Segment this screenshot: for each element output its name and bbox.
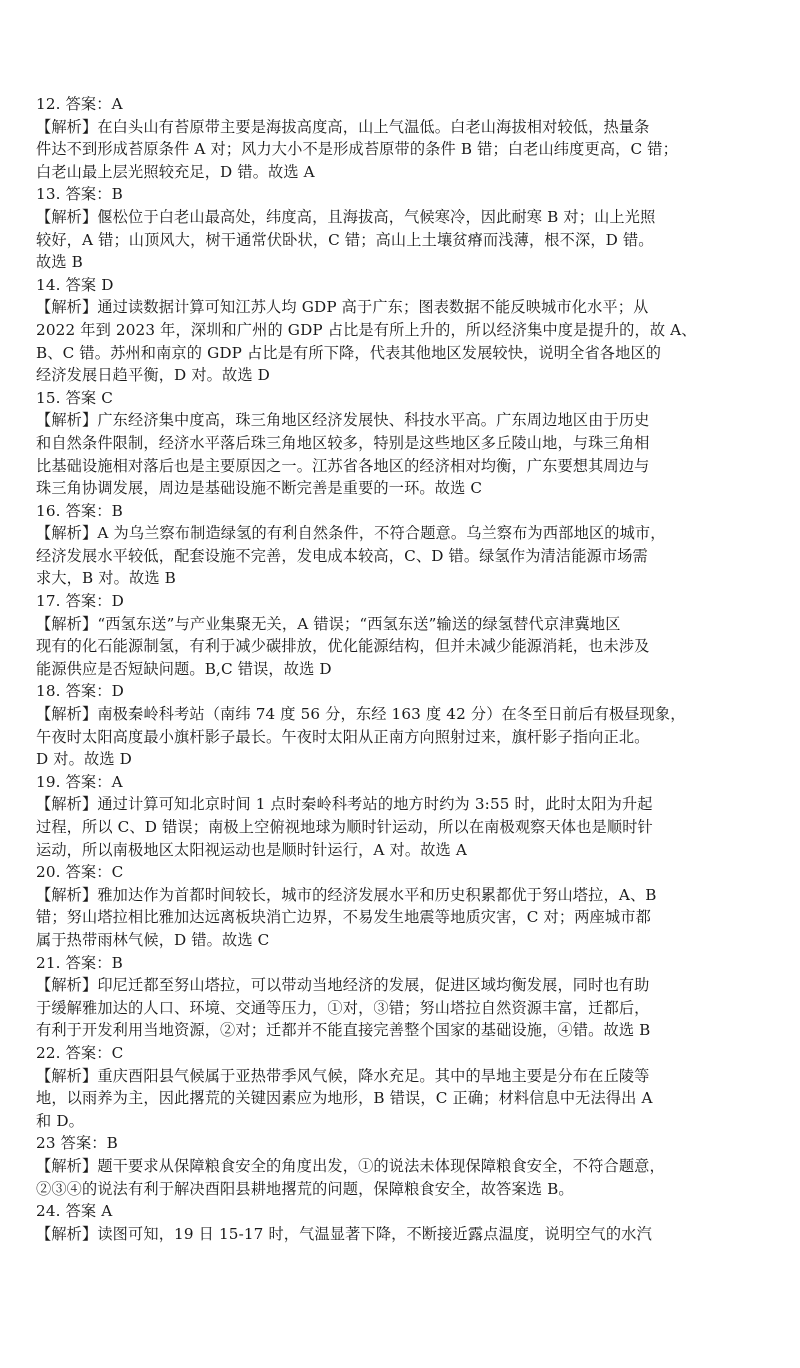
analysis-12-line-1: 【解析】在白头山有苔原带主要是海拔高度高，山上气温低。白老山海拔相对较低，热量条	[36, 117, 650, 136]
analysis-15-line-4: 珠三角协调发展，周边是基础设施不断完善是重要的一环。故选 C	[36, 479, 483, 498]
analysis-13-line-3: 故选 B	[36, 253, 83, 272]
answer-15-heading: 15. 答案 C	[36, 388, 114, 407]
analysis-14-line-1: 【解析】通过读数据计算可知江苏人均 GDP 高于广东；图表数据不能反映城市化水平；从	[36, 298, 649, 317]
analysis-22-line-1: 【解析】重庆酉阳县气候属于亚热带季风气候，降水充足。其中的旱地主要是分布在丘陵等	[36, 1066, 650, 1085]
analysis-12-line-2: 件达不到形成苔原条件 A 对；风力大小不是形成苔原带的条件 B 错；白老山纬度更高，C 错；	[36, 140, 678, 159]
analysis-22-line-3: 和 D。	[36, 1111, 84, 1130]
answer-21-heading: 21. 答案：B	[36, 953, 123, 972]
answer-19-heading: 19. 答案：A	[36, 772, 123, 791]
analysis-17-line-1: 【解析】“西氢东送”与产业集聚无关，A 错误；“西氢东送”输送的绿氢替代京津冀地区	[36, 614, 621, 633]
analysis-24-line-1: 【解析】读图可知，19 日 15-17 时，气温显著下降，不断接近露点温度，说明空气的水汽	[36, 1224, 652, 1243]
analysis-17-line-3: 能源供应是否短缺问题。B,C 错误，故选 D	[36, 659, 332, 678]
analysis-15-line-1: 【解析】广东经济集中度高，珠三角地区经济发展快、科技水平高。广东周边地区由于历史	[36, 411, 650, 430]
analysis-18-line-2: 午夜时太阳高度最小旗杆影子最长。午夜时太阳从正南方向照射过来，旗杆影子指向正北。	[36, 727, 650, 746]
answer-12-heading: 12. 答案：A	[36, 95, 123, 113]
analysis-16-line-2: 经济发展水平较低，配套设施不完善，发电成本较高，C、D 错。绿氢作为清洁能源市场需	[36, 546, 648, 565]
analysis-21-line-1: 【解析】印尼迁都至努山塔拉，可以带动当地经济的发展，促进区域均衡发展，同时也有助	[36, 976, 650, 995]
analysis-18-line-1: 【解析】南极秦岭科考站（南纬 74 度 56 分，东经 163 度 42 分）在冬至日前后有极昼现象，	[36, 705, 686, 724]
answer-14-heading: 14. 答案 D	[36, 275, 114, 294]
answer-document	[36, 93, 768, 1245]
answer-23-heading: 23 答案：B	[36, 1134, 118, 1153]
analysis-15-line-2: 和自然条件限制，经济水平落后珠三角地区较多，特别是这些地区多丘陵山地，与珠三角相	[36, 433, 650, 452]
analysis-19-line-3: 运动，所以南极地区太阳视运动也是顺时针运行，A 对。故选 A	[36, 840, 467, 859]
analysis-21-line-2: 于缓解雅加达的人口、环境、交通等压力，①对，③错；努山塔拉自然资源丰富，迁都后，	[36, 998, 650, 1017]
answer-17-heading: 17. 答案：D	[36, 592, 124, 611]
analysis-20-line-1: 【解析】雅加达作为首都时间较长，城市的经济发展水平和历史积累都优于努山塔拉，A、B	[36, 885, 657, 904]
analysis-19-line-1: 【解析】通过计算可知北京时间 1 点时秦岭科考站的地方时约为 3:55 时，此时太阳为升起	[36, 795, 653, 814]
analysis-19-line-2: 过程，所以 C、D 错误；南极上空俯视地球为顺时针运动，所以在南极观察天体也是顺时针	[36, 818, 653, 836]
answer-18-heading: 18. 答案：D	[36, 682, 124, 701]
answer-22-heading: 22. 答案：C	[36, 1043, 124, 1062]
answer-24-heading: 24. 答案 A	[36, 1202, 113, 1221]
analysis-16-line-3: 求大，B 对。故选 B	[36, 569, 176, 588]
analysis-14-line-4: 经济发展日趋平衡，D 对。故选 D	[36, 366, 270, 385]
answer-20-heading: 20. 答案：C	[36, 863, 124, 882]
analysis-21-line-3: 有利于开发利用当地资源，②对；迁都并不能直接完善整个国家的基础设施，④错。故选 B	[36, 1021, 651, 1040]
analysis-14-line-3: B、C 错。苏州和南京的 GDP 占比是有所下降，代表其他地区发展较快，说明全省各地区的	[36, 343, 662, 362]
analysis-20-line-3: 属于热带雨林气候，D 错。故选 C	[36, 930, 270, 949]
analysis-18-line-3: D 对。故选 D	[36, 750, 132, 769]
analysis-20-line-2: 错；努山塔拉相比雅加达远离板块消亡边界，不易发生地震等地质灾害，C 对；两座城市都	[36, 908, 651, 927]
analysis-13-line-1: 【解析】偃松位于白老山最高处，纬度高，且海拔高，气候寒冷，因此耐寒 B 对；山上光照	[36, 207, 656, 226]
analysis-23-line-1: 【解析】题干要求从保障粮食安全的角度出发，①的说法未体现保障粮食安全，不符合题意，	[36, 1156, 665, 1175]
analysis-23-line-2: ②③④的说法有利于解决酉阳县耕地撂荒的问题，保障粮食安全，故答案选 B。	[36, 1179, 574, 1198]
analysis-16-line-1: 【解析】A 为乌兰察布制造绿氢的有利自然条件，不符合题意。乌兰察布为西部地区的城市，	[36, 524, 666, 543]
analysis-17-line-2: 现有的化石能源制氢，有利于减少碳排放，优化能源结构，但并未减少能源消耗，也未涉及	[36, 637, 650, 656]
analysis-22-line-2: 地，以雨养为主，因此撂荒的关键因素应为地形，B 错误，C 正确；材料信息中无法得出 A	[36, 1089, 653, 1108]
answer-16-heading: 16. 答案：B	[36, 501, 123, 520]
answer-13-heading: 13. 答案：B	[36, 185, 123, 204]
analysis-15-line-3: 比基础设施相对落后也是主要原因之一。江苏省各地区的经济相对均衡，广东要想其周边与	[36, 456, 650, 475]
analysis-13-line-2: 较好，A 错；山顶风大，树干通常伏卧状，C 错；高山上土壤贫瘠而浅薄，根不深，D 错。	[36, 230, 654, 249]
analysis-14-line-2: 2022 年到 2023 年，深圳和广州的 GDP 占比是有所上升的，所以经济集中度是提升的，故 A、	[36, 320, 697, 339]
analysis-12-line-3: 白老山最上层光照较充足，D 错。故选 A	[36, 162, 315, 181]
